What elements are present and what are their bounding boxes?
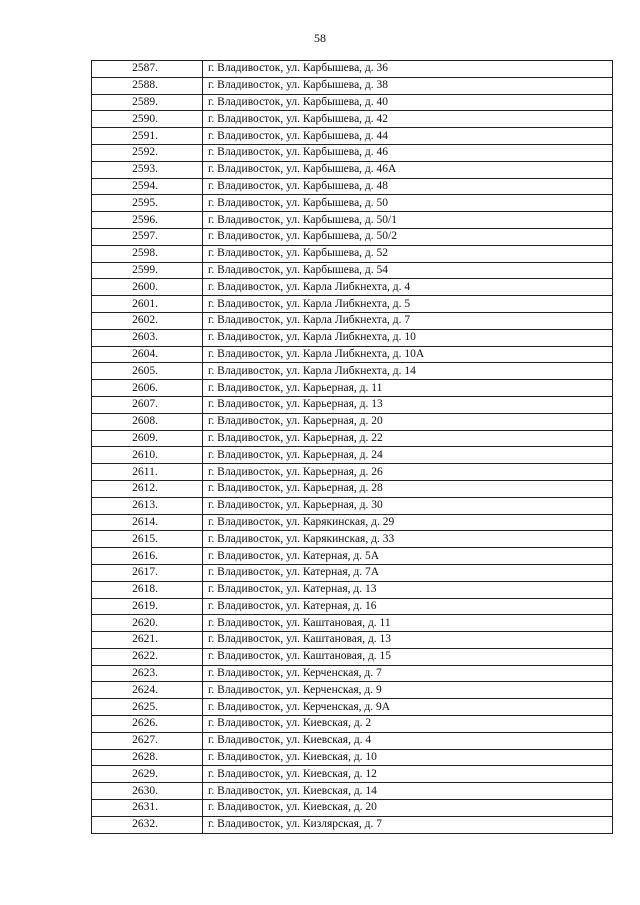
row-number-cell: 2614. [92,514,203,531]
table-row [92,262,613,279]
row-number-cell: 2602. [92,312,203,329]
address-cell: г. Владивосток, ул. Карбышева, д. 54 [203,262,613,279]
address-cell: г. Владивосток, ул. Карла Либкнехта, д. 10А [203,346,613,363]
table-row [92,363,613,380]
table-row [92,548,613,565]
table-row [92,111,613,128]
table-row [92,279,613,296]
address-cell: г. Владивосток, ул. Карьерная, д. 24 [203,447,613,464]
address-table [91,60,613,834]
row-number-cell: 2617. [92,564,203,581]
row-number-cell: 2604. [92,346,203,363]
table-row [92,178,613,195]
table-row [92,531,613,548]
table-row [92,783,613,800]
address-cell: г. Владивосток, ул. Карбышева, д. 52 [203,245,613,262]
address-cell: г. Владивосток, ул. Карьерная, д. 26 [203,464,613,481]
address-cell: г. Владивосток, ул. Карбышева, д. 44 [203,128,613,145]
table-row [92,816,613,833]
table-row [92,245,613,262]
address-cell: г. Владивосток, ул. Карьерная, д. 11 [203,380,613,397]
row-number-cell: 2598. [92,245,203,262]
address-cell: г. Владивосток, ул. Киевская, д. 12 [203,766,613,783]
row-number-cell: 2613. [92,497,203,514]
row-number-cell: 2615. [92,531,203,548]
row-number-cell: 2624. [92,682,203,699]
table-row [92,716,613,733]
address-cell: г. Владивосток, ул. Карбышева, д. 36 [203,61,613,78]
table-row [92,514,613,531]
table-row [92,329,613,346]
address-cell: г. Владивосток, ул. Катерная, д. 5А [203,548,613,565]
address-cell: г. Владивосток, ул. Керченская, д. 7 [203,665,613,682]
row-number-cell: 2622. [92,648,203,665]
row-number-cell: 2629. [92,766,203,783]
row-number-cell: 2612. [92,480,203,497]
table-row [92,749,613,766]
row-number-cell: 2621. [92,632,203,649]
table-row [92,94,613,111]
address-cell: г. Владивосток, ул. Карбышева, д. 46 [203,144,613,161]
address-cell: г. Владивосток, ул. Киевская, д. 10 [203,749,613,766]
table-row [92,682,613,699]
table-row [92,144,613,161]
address-cell: г. Владивосток, ул. Киевская, д. 4 [203,732,613,749]
address-cell: г. Владивосток, ул. Карьерная, д. 13 [203,396,613,413]
address-cell: г. Владивосток, ул. Карьерная, д. 28 [203,480,613,497]
address-cell: г. Владивосток, ул. Катерная, д. 7А [203,564,613,581]
row-number-cell: 2626. [92,716,203,733]
address-cell: г. Владивосток, ул. Керченская, д. 9А [203,699,613,716]
address-table-body [92,61,613,834]
address-cell: г. Владивосток, ул. Карла Либкнехта, д. 4 [203,279,613,296]
row-number-cell: 2601. [92,296,203,313]
address-cell: г. Владивосток, ул. Керченская, д. 9 [203,682,613,699]
address-cell: г. Владивосток, ул. Карла Либкнехта, д. 7 [203,312,613,329]
address-cell: г. Владивосток, ул. Каштановая, д. 15 [203,648,613,665]
row-number-cell: 2616. [92,548,203,565]
row-number-cell: 2610. [92,447,203,464]
table-row [92,464,613,481]
table-row [92,581,613,598]
table-row [92,497,613,514]
row-number-cell: 2600. [92,279,203,296]
row-number-cell: 2594. [92,178,203,195]
address-cell: г. Владивосток, ул. Катерная, д. 13 [203,581,613,598]
table-row [92,430,613,447]
row-number-cell: 2625. [92,699,203,716]
address-cell: г. Владивосток, ул. Киевская, д. 2 [203,716,613,733]
row-number-cell: 2591. [92,128,203,145]
table-row [92,447,613,464]
table-row [92,228,613,245]
row-number-cell: 2609. [92,430,203,447]
table-row [92,699,613,716]
row-number-cell: 2631. [92,800,203,817]
row-number-cell: 2606. [92,380,203,397]
table-row [92,380,613,397]
table-row [92,564,613,581]
address-cell: г. Владивосток, ул. Карла Либкнехта, д. 10 [203,329,613,346]
address-cell: г. Владивосток, ул. Карбышева, д. 42 [203,111,613,128]
address-cell: г. Владивосток, ул. Кизлярская, д. 7 [203,816,613,833]
address-cell: г. Владивосток, ул. Карла Либкнехта, д. 5 [203,296,613,313]
table-row [92,77,613,94]
row-number-cell: 2589. [92,94,203,111]
table-row [92,800,613,817]
row-number-cell: 2632. [92,816,203,833]
address-cell: г. Владивосток, ул. Карякинская, д. 29 [203,514,613,531]
table-row [92,598,613,615]
address-cell: г. Владивосток, ул. Карбышева, д. 50/2 [203,228,613,245]
table-row [92,632,613,649]
row-number-cell: 2608. [92,413,203,430]
table-row [92,615,613,632]
table-row [92,732,613,749]
row-number-cell: 2628. [92,749,203,766]
table-row [92,128,613,145]
address-cell: г. Владивосток, ул. Катерная, д. 16 [203,598,613,615]
address-cell: г. Владивосток, ул. Карбышева, д. 46А [203,161,613,178]
table-row [92,648,613,665]
address-cell: г. Владивосток, ул. Карьерная, д. 22 [203,430,613,447]
row-number-cell: 2623. [92,665,203,682]
row-number-cell: 2595. [92,195,203,212]
address-cell: г. Владивосток, ул. Каштановая, д. 11 [203,615,613,632]
address-cell: г. Владивосток, ул. Карьерная, д. 20 [203,413,613,430]
row-number-cell: 2599. [92,262,203,279]
row-number-cell: 2596. [92,212,203,229]
row-number-cell: 2618. [92,581,203,598]
address-cell: г. Владивосток, ул. Киевская, д. 20 [203,800,613,817]
table-row [92,61,613,78]
row-number-cell: 2588. [92,77,203,94]
table-row [92,195,613,212]
row-number-cell: 2603. [92,329,203,346]
row-number-cell: 2587. [92,61,203,78]
row-number-cell: 2611. [92,464,203,481]
row-number-cell: 2590. [92,111,203,128]
table-row [92,312,613,329]
page-number: 58 [314,31,326,45]
table-row [92,665,613,682]
row-number-cell: 2619. [92,598,203,615]
table-row [92,161,613,178]
table-row [92,766,613,783]
address-cell: г. Владивосток, ул. Карбышева, д. 50/1 [203,212,613,229]
row-number-cell: 2592. [92,144,203,161]
table-row [92,413,613,430]
table-row [92,396,613,413]
address-cell: г. Владивосток, ул. Карбышева, д. 50 [203,195,613,212]
table-row [92,296,613,313]
row-number-cell: 2605. [92,363,203,380]
address-cell: г. Владивосток, ул. Карла Либкнехта, д. 14 [203,363,613,380]
table-row [92,212,613,229]
address-cell: г. Владивосток, ул. Карбышева, д. 40 [203,94,613,111]
address-cell: г. Владивосток, ул. Киевская, д. 14 [203,783,613,800]
table-row [92,480,613,497]
row-number-cell: 2607. [92,396,203,413]
row-number-cell: 2593. [92,161,203,178]
row-number-cell: 2630. [92,783,203,800]
address-cell: г. Владивосток, ул. Карбышева, д. 38 [203,77,613,94]
address-cell: г. Владивосток, ул. Карякинская, д. 33 [203,531,613,548]
row-number-cell: 2620. [92,615,203,632]
address-cell: г. Владивосток, ул. Карбышева, д. 48 [203,178,613,195]
address-cell: г. Владивосток, ул. Карьерная, д. 30 [203,497,613,514]
address-cell: г. Владивосток, ул. Каштановая, д. 13 [203,632,613,649]
row-number-cell: 2597. [92,228,203,245]
table-row [92,346,613,363]
row-number-cell: 2627. [92,732,203,749]
